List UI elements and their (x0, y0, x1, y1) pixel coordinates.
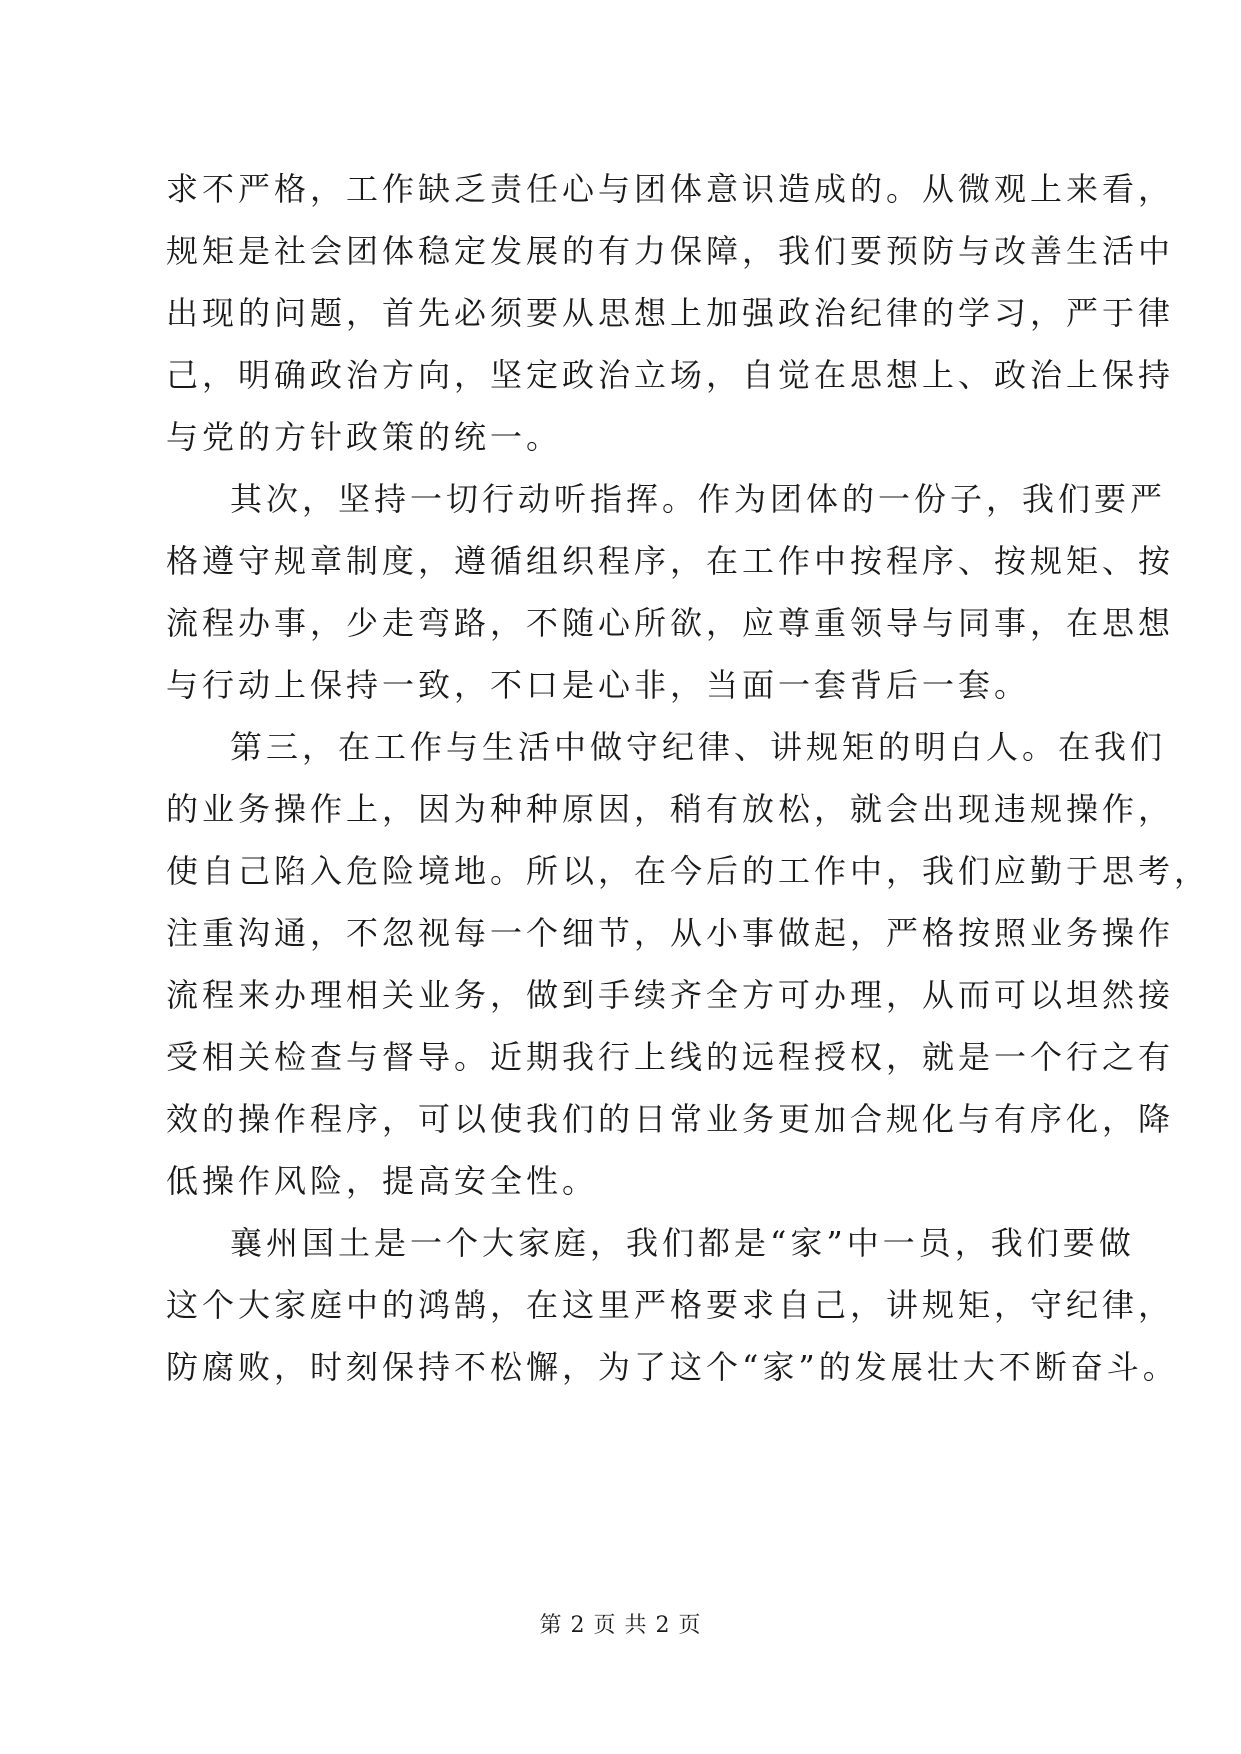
text-line: 与党的方针政策的统一。 (166, 418, 563, 456)
text-line: 流程办事，少走弯路，不随心所欲，应尊重领导与同事，在思想 (166, 604, 1175, 642)
text-line: 出现的问题，首先必须要从思想上加强政治纪律的学习，严于律 (166, 294, 1175, 332)
text-line: 这个大家庭中的鸿鹄，在这里严格要求自己，讲规矩，守纪律， (166, 1286, 1175, 1324)
text-line: 注重沟通，不忽视每一个细节，从小事做起，严格按照业务操作 (166, 914, 1175, 952)
text-line: 效的操作程序，可以使我们的日常业务更加合规化与有序化，降 (166, 1100, 1175, 1138)
text-line: 受相关检查与督导。近期我行上线的远程授权，就是一个行之有 (166, 1038, 1175, 1076)
paragraph-start-line: 第三，在工作与生活中做守纪律、讲规矩的明白人。在我们 (230, 728, 1167, 766)
text-line: 流程来办理相关业务，做到手续齐全方可办理，从而可以坦然接 (166, 976, 1175, 1014)
paragraph-start-line: 襄州国土是一个大家庭，我们都是“家”中一员，我们要做 (230, 1224, 1135, 1262)
text-line: 使自己陷入危险境地。所以，在今后的工作中，我们应勤于思考， (166, 852, 1211, 890)
text-line: 与行动上保持一致，不口是心非，当面一套背后一套。 (166, 666, 1031, 704)
text-line: 求不严格，工作缺乏责任心与团体意识造成的。从微观上来看， (166, 170, 1175, 208)
text-line: 的业务操作上，因为种种原因，稍有放松，就会出现违规操作， (166, 790, 1175, 828)
text-line: 规矩是社会团体稳定发展的有力保障，我们要预防与改善生活中 (166, 232, 1175, 270)
document-body (166, 158, 1211, 1398)
page-number-footer: 第 2 页 共 2 页 (539, 1613, 702, 1638)
text-line: 己，明确政治方向，坚定政治立场，自觉在思想上、政治上保持 (166, 356, 1175, 394)
text-line: 格遵守规章制度，遵循组织程序，在工作中按程序、按规矩、按 (166, 542, 1175, 580)
text-line: 低操作风险，提高安全性。 (166, 1162, 599, 1200)
paragraph-start-line: 其次，坚持一切行动听指挥。作为团体的一份子，我们要严 (230, 480, 1167, 518)
text-line: 防腐败，时刻保持不松懈，为了这个“家”的发展壮大不断奋斗。 (166, 1348, 1179, 1386)
